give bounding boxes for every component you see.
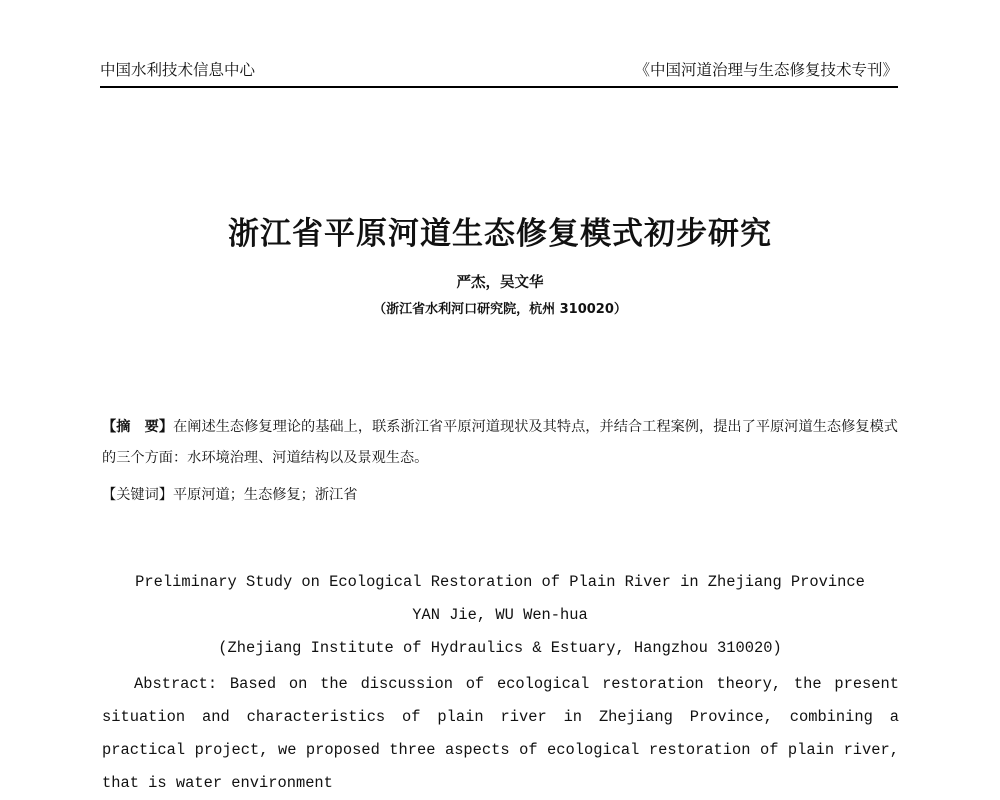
- header-journal-title: 《中国河道治理与生态修复技术专刊》: [634, 61, 898, 79]
- paper-title-zh: 浙江省平原河道生态修复模式初步研究: [228, 216, 772, 252]
- paper-title-en: Preliminary Study on Ecological Restoration of Plain River in Zhejiang Province: [135, 573, 865, 591]
- keywords-text-zh: 平原河道；生态修复；浙江省: [172, 487, 358, 503]
- abstract-label-zh: 【摘 要】: [102, 419, 174, 435]
- authors-en: YAN Jie, WU Wen-hua: [412, 606, 588, 624]
- running-header: [100, 58, 898, 88]
- abstract-text-zh: 在阐述生态修复理论的基础上，联系浙江省平原河道现状及其特点，并结合工程案例，提出了平原河道生态修复模式的三个方面：水环境治理、河道结构以及景观生态。: [102, 419, 898, 466]
- header-organization: 中国水利技术信息中心: [100, 61, 256, 79]
- authors-zh: 严杰，吴文华: [456, 275, 544, 291]
- keywords-label-zh: 【关键词】: [102, 487, 173, 503]
- affiliation-en: (Zhejiang Institute of Hydraulics & Estuary, Hangzhou 310020): [218, 639, 782, 657]
- keywords-zh: [102, 480, 898, 511]
- abstract-zh: [102, 412, 898, 474]
- abstract-en: Abstract: Based on the discussion of ecological restoration theory, the present situation and characteristics of plain river in Zhejiang Province, combining a practical project, we proposed three aspects of ecological restoration of plain river, that is water environment: [102, 675, 899, 792]
- affiliation-zh: （浙江省水利河口研究院，杭州 310020）: [373, 302, 627, 317]
